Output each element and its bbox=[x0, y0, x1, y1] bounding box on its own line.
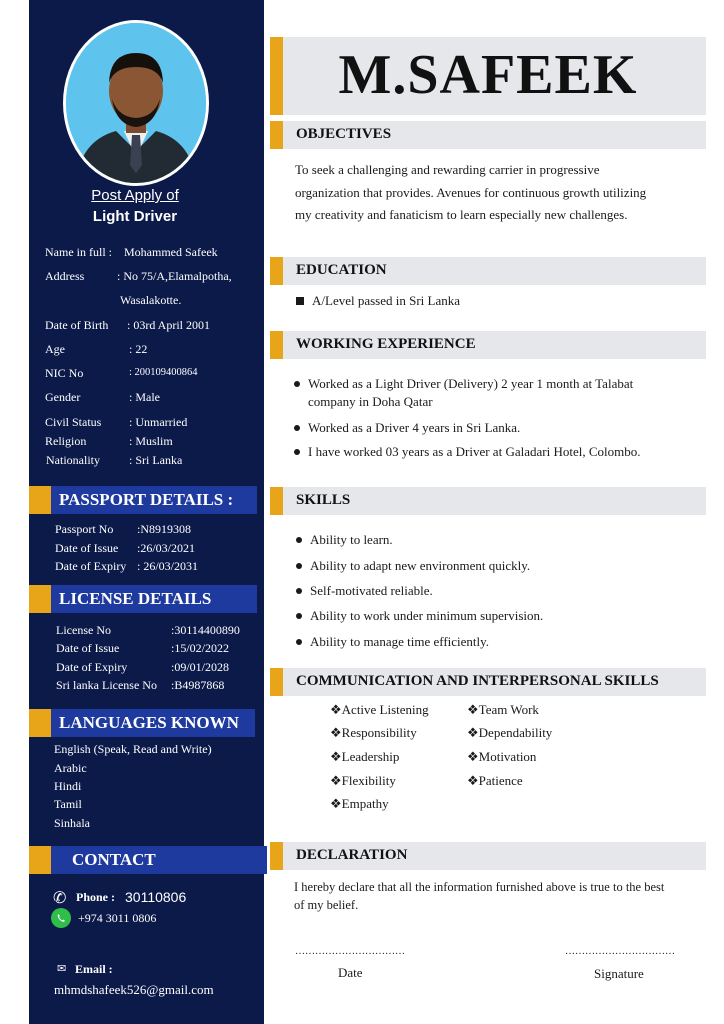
applicant-name: M.SAFEEK bbox=[338, 44, 638, 106]
education-header: EDUCATION bbox=[270, 257, 706, 285]
declaration-text: of my belief. bbox=[294, 898, 359, 912]
personal-label: Date of Birth bbox=[45, 318, 109, 332]
personal-label: Religion bbox=[45, 434, 87, 448]
license-header: LICENSE DETAILS bbox=[29, 585, 257, 613]
sidebar bbox=[29, 0, 264, 1024]
skill-item: Ability to manage time efficiently. bbox=[296, 634, 489, 650]
language-item: English (Speak, Read and Write) bbox=[54, 742, 212, 756]
signature-line: …………………………… bbox=[565, 946, 675, 957]
bullet-icon bbox=[296, 639, 302, 645]
license-value: :30114400890 bbox=[171, 623, 240, 637]
personal-label: Address bbox=[45, 269, 85, 283]
license-label: License No bbox=[56, 623, 111, 637]
personal-value: : 03rd April 2001 bbox=[127, 318, 210, 332]
personal-value: Wasalakotte. bbox=[120, 293, 182, 307]
personal-value: : No 75/A,Elamalpotha, bbox=[117, 269, 232, 283]
objectives-text: my creativity and fanaticism to learn especially new challenges. bbox=[295, 207, 628, 222]
experience-item: Worked as a Driver 4 years in Sri Lanka. bbox=[294, 420, 520, 436]
language-item: Tamil bbox=[54, 797, 82, 811]
personal-value: : Unmarried bbox=[129, 415, 188, 429]
personal-value: : 200109400864 bbox=[129, 367, 198, 378]
communication-skill: ❖Patience bbox=[467, 773, 523, 788]
bullet-icon bbox=[296, 563, 302, 569]
skill-item: Ability to learn. bbox=[296, 532, 393, 548]
passport-value: : 26/03/2031 bbox=[137, 559, 199, 573]
languages-header: LANGUAGES KNOWN bbox=[29, 709, 255, 737]
skills-header: SKILLS bbox=[270, 487, 706, 515]
personal-label: Nationality bbox=[46, 453, 100, 467]
communication-skill: ❖Leadership bbox=[330, 749, 400, 764]
bullet-icon bbox=[296, 613, 302, 619]
personal-label: Age bbox=[45, 342, 65, 356]
objectives-text: organization that provides. Avenues for continuous growth utilizing bbox=[295, 185, 647, 200]
email-label: Email : bbox=[75, 962, 113, 976]
personal-value: : Sri Lanka bbox=[129, 453, 183, 467]
personal-value: : Muslim bbox=[129, 434, 173, 448]
square-bullet-icon bbox=[296, 297, 304, 305]
bullet-icon bbox=[296, 588, 302, 594]
declaration-header: DECLARATION bbox=[270, 842, 706, 870]
passport-value: :26/03/2021 bbox=[137, 541, 196, 555]
bullet-icon bbox=[296, 537, 302, 543]
skill-item: Ability to adapt new environment quickly. bbox=[296, 558, 530, 574]
communication-header: COMMUNICATION AND INTERPERSONAL SKILLS bbox=[270, 668, 706, 696]
personal-value: : Male bbox=[129, 390, 160, 404]
skill-item: Self-motivated reliable. bbox=[296, 583, 433, 599]
passport-header: PASSPORT DETAILS : bbox=[29, 486, 257, 514]
personal-label: Gender bbox=[45, 390, 81, 404]
contact-header: CONTACT bbox=[29, 846, 267, 874]
communication-skill: ❖Responsibility bbox=[330, 725, 417, 740]
communication-skill: ❖Active Listening bbox=[330, 702, 429, 717]
experience-item: Worked as a Light Driver (Delivery) 2 year 1 month at Talabat bbox=[294, 376, 633, 392]
phone-label: Phone : bbox=[76, 890, 115, 904]
education-item: A/Level passed in Sri Lanka bbox=[296, 293, 460, 309]
license-label: Date of Expiry bbox=[56, 660, 128, 674]
passport-label: Date of Expiry bbox=[55, 559, 127, 573]
personal-value: Mohammed Safeek bbox=[124, 245, 218, 259]
passport-value: :N8919308 bbox=[137, 522, 191, 536]
communication-skill: ❖Flexibility bbox=[330, 773, 396, 788]
experience-item: I have worked 03 years as a Driver at Galadari Hotel, Colombo. bbox=[294, 444, 640, 460]
language-item: Sinhala bbox=[54, 816, 90, 830]
passport-label: Date of Issue bbox=[55, 541, 119, 555]
name-banner bbox=[270, 37, 706, 115]
license-value: :B4987868 bbox=[171, 678, 225, 692]
skill-item: Ability to work under minimum supervision. bbox=[296, 608, 543, 624]
profile-photo bbox=[63, 20, 209, 186]
date-label: Date bbox=[338, 965, 363, 980]
license-label: Date of Issue bbox=[56, 641, 120, 655]
email-address[interactable]: mhmdshafeek526@gmail.com bbox=[54, 982, 214, 997]
signature-label: Signature bbox=[594, 966, 644, 981]
passport-label: Passport No bbox=[55, 522, 114, 536]
post-title: Light Driver bbox=[92, 208, 178, 225]
personal-label: Name in full : bbox=[45, 245, 112, 259]
bullet-icon bbox=[294, 425, 300, 431]
bullet-icon bbox=[294, 381, 300, 387]
license-value: :09/01/2028 bbox=[171, 660, 230, 674]
language-item: Hindi bbox=[54, 779, 82, 793]
email-icon: ✉ bbox=[57, 963, 67, 975]
person-icon bbox=[66, 23, 206, 183]
communication-skill: ❖Dependability bbox=[467, 725, 553, 740]
communication-skill: ❖Empathy bbox=[330, 796, 389, 811]
phone-icon: ✆ bbox=[53, 890, 67, 907]
personal-label: Civil Status bbox=[45, 415, 102, 429]
personal-label: NIC No bbox=[45, 366, 84, 380]
objectives-text: To seek a challenging and rewarding carrier in progressive bbox=[295, 162, 600, 177]
post-apply-label: Post Apply of bbox=[91, 187, 179, 204]
date-line: …………………………… bbox=[295, 946, 405, 957]
whatsapp-number[interactable]: +974 3011 0806 bbox=[78, 911, 157, 925]
experience-item-continued: company in Doha Qatar bbox=[308, 394, 433, 409]
language-item: Arabic bbox=[54, 761, 87, 775]
communication-skill: ❖Team Work bbox=[467, 702, 539, 717]
personal-value: : 22 bbox=[129, 342, 148, 356]
phone-number[interactable]: 30110806 bbox=[125, 889, 187, 905]
objectives-header: OBJECTIVES bbox=[270, 121, 706, 149]
communication-skill: ❖Motivation bbox=[467, 749, 537, 764]
declaration-text: I hereby declare that all the information furnished above is true to the best bbox=[294, 880, 665, 894]
license-value: :15/02/2022 bbox=[171, 641, 230, 655]
experience-header: WORKING EXPERIENCE bbox=[270, 331, 706, 359]
license-label: Sri lanka License No bbox=[56, 678, 157, 692]
whatsapp-icon bbox=[51, 908, 71, 928]
bullet-icon bbox=[294, 449, 300, 455]
